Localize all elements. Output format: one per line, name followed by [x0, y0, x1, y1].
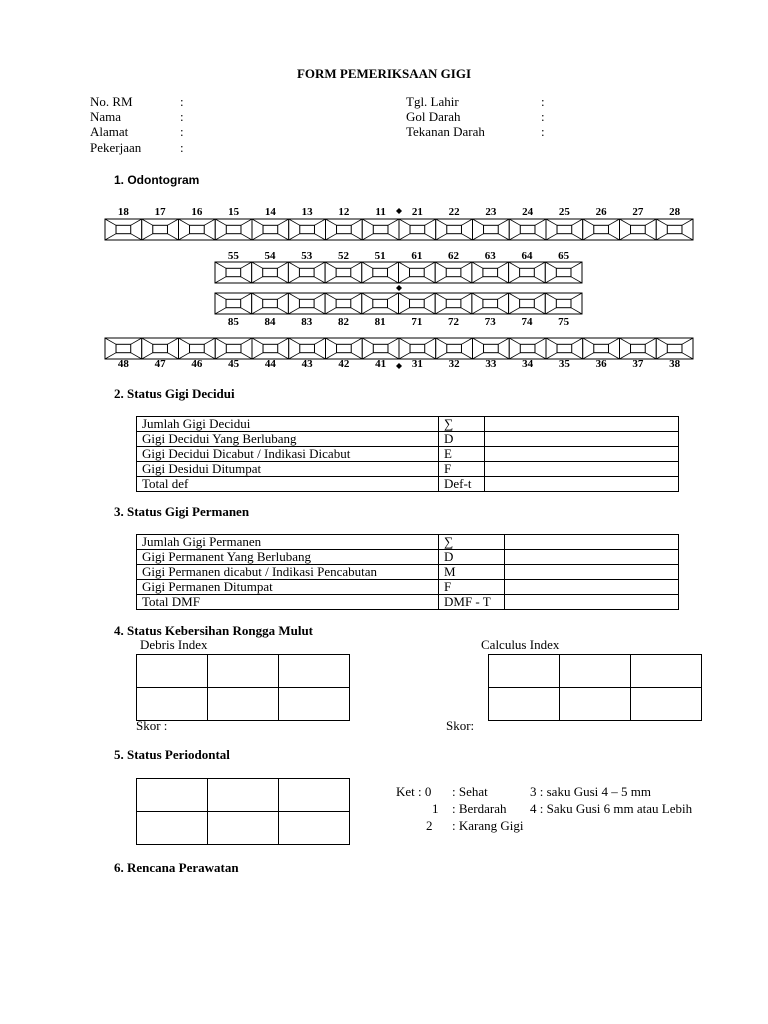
- value-cell[interactable]: [505, 550, 679, 565]
- tooth-box[interactable]: [583, 338, 620, 359]
- tooth-number: 81: [374, 316, 386, 328]
- table-row: [137, 535, 679, 550]
- section-kebersihan-title: 4. Status Kebersihan Rongga Mulut: [114, 623, 313, 638]
- tooth-number: 65: [558, 250, 570, 262]
- tooth-number: 71: [411, 316, 423, 328]
- section-odontogram-title: 1. Odontogram: [114, 173, 200, 187]
- table-row: [137, 462, 679, 477]
- legend-text: 4 : Saku Gusi 6 mm atau Lebih: [530, 801, 693, 816]
- odontogram-svg: [0, 0, 768, 380]
- tooth-box[interactable]: [215, 338, 252, 359]
- debris-index-label: Debris Index: [140, 637, 208, 652]
- field-label-nama: Nama: [90, 109, 122, 124]
- tooth-number: 82: [337, 316, 349, 328]
- table-row: [137, 432, 679, 447]
- tooth-number: 61: [411, 250, 423, 262]
- row-code: ∑: [439, 417, 485, 432]
- tooth-number: 16: [191, 206, 203, 218]
- row-code: Def-t: [439, 477, 485, 492]
- grid-cell[interactable]: [631, 655, 702, 688]
- field-sep: :: [541, 124, 545, 139]
- tooth-number: 31: [411, 358, 423, 370]
- tooth-box[interactable]: [436, 219, 473, 240]
- tooth-number: 72: [448, 316, 460, 328]
- tooth-number: 83: [301, 316, 313, 328]
- tooth-box[interactable]: [583, 219, 620, 240]
- tooth-number: 53: [301, 250, 313, 262]
- field-label-pekerjaan: Pekerjaan: [90, 140, 142, 155]
- field-label-gol-darah: Gol Darah: [406, 109, 461, 124]
- tooth-box[interactable]: [252, 219, 289, 240]
- tooth-number: 52: [337, 250, 349, 262]
- tooth-box[interactable]: [620, 338, 657, 359]
- tooth-number: 38: [669, 358, 681, 370]
- odontogram: [0, 0, 768, 380]
- tooth-number: 12: [338, 206, 350, 218]
- tooth-number: 42: [338, 358, 350, 370]
- tooth-number: 74: [521, 316, 533, 328]
- tooth-number: 14: [264, 206, 276, 218]
- calculus-index-label: Calculus Index: [481, 637, 560, 652]
- row-label: Jumlah Gigi Permanen: [137, 535, 439, 550]
- legend-prefix: 2: [426, 818, 433, 833]
- tooth-box[interactable]: [473, 219, 510, 240]
- tooth-number: 44: [264, 358, 276, 370]
- tooth-number: 35: [558, 358, 570, 370]
- tooth-number: 85: [227, 316, 239, 328]
- value-cell[interactable]: [505, 565, 679, 580]
- legend-prefix: Ket : 0: [396, 784, 432, 799]
- value-cell[interactable]: [505, 595, 679, 610]
- tooth-box[interactable]: [656, 219, 693, 240]
- grid-cell[interactable]: [560, 655, 631, 688]
- row-label: Gigi Desidui Ditumpat: [137, 462, 439, 477]
- grid-cell[interactable]: [137, 812, 208, 845]
- row-label: Gigi Decidui Yang Berlubang: [137, 432, 439, 447]
- tooth-box[interactable]: [473, 338, 510, 359]
- tooth-number: 36: [595, 358, 607, 370]
- field-label-tekanan-darah: Tekanan Darah: [406, 124, 485, 139]
- tooth-number: 23: [485, 206, 497, 218]
- form-title: FORM PEMERIKSAAN GIGI: [296, 66, 472, 81]
- grid-cell[interactable]: [279, 688, 350, 721]
- legend-prefix: 1: [432, 801, 439, 816]
- section-decidui-title: 2. Status Gigi Decidui: [114, 386, 235, 401]
- legend-text: : Sehat: [452, 784, 488, 799]
- tooth-box[interactable]: [362, 338, 399, 359]
- value-cell[interactable]: [485, 462, 679, 477]
- tooth-number: 18: [117, 206, 129, 218]
- tooth-box[interactable]: [545, 293, 582, 314]
- value-cell[interactable]: [485, 447, 679, 462]
- tooth-box[interactable]: [325, 293, 362, 314]
- skor-label-debris: Skor :: [136, 718, 168, 733]
- grid-cell[interactable]: [137, 655, 208, 688]
- tooth-number: 28: [669, 206, 681, 218]
- field-sep: :: [180, 124, 184, 139]
- tooth-number: 55: [227, 250, 239, 262]
- field-sep: :: [541, 94, 545, 109]
- tooth-number: 37: [632, 358, 644, 370]
- tooth-box[interactable]: [399, 338, 436, 359]
- grid-cell[interactable]: [631, 688, 702, 721]
- grid-cell[interactable]: [489, 655, 560, 688]
- table-row: [137, 595, 679, 610]
- grid-cell[interactable]: [137, 779, 208, 812]
- tooth-number: 51: [374, 250, 386, 262]
- tooth-box[interactable]: [472, 262, 509, 283]
- grid-cell[interactable]: [279, 655, 350, 688]
- row-code: D: [439, 432, 485, 447]
- tooth-box[interactable]: [362, 262, 399, 283]
- tooth-box[interactable]: [105, 219, 142, 240]
- midline-marker-icon: [396, 285, 402, 291]
- tooth-number: 25: [558, 206, 570, 218]
- tooth-number: 48: [117, 358, 129, 370]
- row-label: Gigi Decidui Dicabut / Indikasi Dicabut: [137, 447, 439, 462]
- grid-cell[interactable]: [208, 779, 279, 812]
- tooth-number: 24: [522, 206, 534, 218]
- value-cell[interactable]: [505, 535, 679, 550]
- tooth-box[interactable]: [509, 219, 546, 240]
- grid-cell[interactable]: [279, 779, 350, 812]
- tooth-box[interactable]: [179, 219, 216, 240]
- skor-label-calculus: Skor:: [446, 718, 475, 733]
- grid-cell[interactable]: [560, 688, 631, 721]
- tooth-number: 47: [154, 358, 166, 370]
- tooth-number: 27: [632, 206, 644, 218]
- value-cell[interactable]: [505, 580, 679, 595]
- field-label-no-rm: No. RM: [90, 94, 133, 109]
- tooth-number: 11: [375, 206, 386, 218]
- permanen-status-table: [136, 534, 679, 610]
- tooth-number: 46: [191, 358, 203, 370]
- tooth-box[interactable]: [472, 293, 509, 314]
- row-code: F: [439, 580, 505, 595]
- table-row: [137, 417, 679, 432]
- section-periodontal-title: 5. Status Periodontal: [114, 747, 230, 762]
- tooth-box[interactable]: [545, 262, 582, 283]
- row-code: D: [439, 550, 505, 565]
- tooth-number: 26: [595, 206, 607, 218]
- tooth-number: 62: [448, 250, 460, 262]
- tooth-box[interactable]: [326, 219, 363, 240]
- field-sep: :: [180, 94, 184, 109]
- row-label: Total DMF: [137, 595, 439, 610]
- grid-cell[interactable]: [489, 688, 560, 721]
- row-code: E: [439, 447, 485, 462]
- tooth-number: 17: [154, 206, 166, 218]
- tooth-number: 84: [264, 316, 276, 328]
- grid-cell[interactable]: [279, 812, 350, 845]
- legend-text: 3 : saku Gusi 4 – 5 mm: [530, 784, 651, 799]
- tooth-box[interactable]: [142, 219, 179, 240]
- tooth-box[interactable]: [289, 338, 326, 359]
- field-sep: :: [541, 109, 545, 124]
- row-label: Jumlah Gigi Decidui: [137, 417, 439, 432]
- section-permanen-title: 3. Status Gigi Permanen: [114, 504, 250, 519]
- row-label: Gigi Permanen dicabut / Indikasi Pencabutan: [137, 565, 439, 580]
- row-label: Total def: [137, 477, 439, 492]
- table-row: [137, 565, 679, 580]
- calculus-index-grid: [488, 654, 702, 721]
- tooth-box[interactable]: [362, 293, 399, 314]
- tooth-number: 73: [484, 316, 496, 328]
- tooth-box[interactable]: [142, 338, 179, 359]
- tooth-box[interactable]: [399, 219, 436, 240]
- tooth-number: 21: [411, 206, 423, 218]
- tooth-number: 34: [522, 358, 534, 370]
- legend-text: : Karang Gigi: [452, 818, 524, 833]
- value-cell[interactable]: [485, 417, 679, 432]
- tooth-number: 13: [301, 206, 313, 218]
- tooth-box[interactable]: [215, 219, 252, 240]
- tooth-box[interactable]: [435, 262, 472, 283]
- field-sep: :: [180, 109, 184, 124]
- tooth-number: 43: [301, 358, 313, 370]
- tooth-box[interactable]: [399, 293, 436, 314]
- tooth-box[interactable]: [288, 293, 325, 314]
- row-label: Gigi Permanent Yang Berlubang: [137, 550, 439, 565]
- value-cell[interactable]: [485, 477, 679, 492]
- tooth-box[interactable]: [435, 293, 472, 314]
- tooth-box[interactable]: [215, 293, 252, 314]
- section-rencana-title: 6. Rencana Perawatan: [114, 860, 239, 875]
- row-code: ∑: [439, 535, 505, 550]
- tooth-box[interactable]: [289, 219, 326, 240]
- table-row: [137, 580, 679, 595]
- tooth-number: 63: [484, 250, 496, 262]
- tooth-box[interactable]: [252, 262, 289, 283]
- tooth-box[interactable]: [620, 219, 657, 240]
- tooth-box[interactable]: [252, 293, 289, 314]
- field-label-alamat: Alamat: [90, 124, 129, 139]
- tooth-number: 54: [264, 250, 276, 262]
- tooth-box[interactable]: [546, 219, 583, 240]
- tooth-box[interactable]: [288, 262, 325, 283]
- tooth-box[interactable]: [509, 293, 546, 314]
- tooth-box[interactable]: [179, 338, 216, 359]
- tooth-box[interactable]: [399, 262, 436, 283]
- row-code: DMF - T: [439, 595, 505, 610]
- debris-index-grid: [136, 654, 350, 721]
- tooth-box[interactable]: [436, 338, 473, 359]
- tooth-box[interactable]: [362, 219, 399, 240]
- field-label-tgl-lahir: Tgl. Lahir: [406, 94, 459, 109]
- periodontal-grid: [136, 778, 350, 845]
- row-label: Gigi Permanen Ditumpat: [137, 580, 439, 595]
- tooth-box[interactable]: [215, 262, 252, 283]
- tooth-number: 22: [448, 206, 460, 218]
- row-code: F: [439, 462, 485, 477]
- tooth-number: 41: [375, 358, 387, 370]
- tooth-box[interactable]: [252, 338, 289, 359]
- table-row: [137, 477, 679, 492]
- legend-text: : Berdarah: [452, 801, 507, 816]
- tooth-number: 15: [228, 206, 240, 218]
- tooth-number: 75: [558, 316, 570, 328]
- tooth-box[interactable]: [509, 338, 546, 359]
- row-code: M: [439, 565, 505, 580]
- tooth-box[interactable]: [509, 262, 546, 283]
- tooth-box[interactable]: [656, 338, 693, 359]
- grid-cell[interactable]: [137, 688, 208, 721]
- midline-marker-icon: [396, 363, 402, 369]
- tooth-box[interactable]: [105, 338, 142, 359]
- midline-marker-icon: [396, 208, 402, 214]
- tooth-number: 45: [228, 358, 240, 370]
- tooth-number: 32: [448, 358, 460, 370]
- tooth-box[interactable]: [325, 262, 362, 283]
- tooth-number: 33: [485, 358, 497, 370]
- value-cell[interactable]: [485, 432, 679, 447]
- tooth-box[interactable]: [546, 338, 583, 359]
- table-row: [137, 550, 679, 565]
- grid-cell[interactable]: [208, 812, 279, 845]
- grid-cell[interactable]: [208, 688, 279, 721]
- grid-cell[interactable]: [208, 655, 279, 688]
- tooth-box[interactable]: [326, 338, 363, 359]
- field-sep: :: [180, 140, 184, 155]
- tooth-number: 64: [521, 250, 533, 262]
- decidui-status-table: [136, 416, 679, 492]
- table-row: [137, 447, 679, 462]
